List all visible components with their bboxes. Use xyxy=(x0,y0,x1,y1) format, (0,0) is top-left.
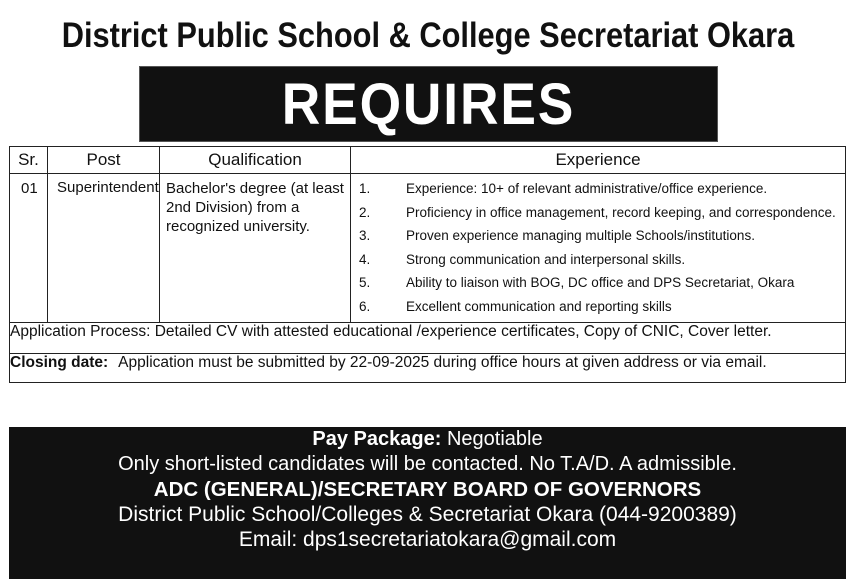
list-item xyxy=(351,248,841,272)
column-header-experience: Experience xyxy=(351,147,846,174)
vacancy-table xyxy=(9,146,846,383)
list-item xyxy=(351,177,841,201)
list-item xyxy=(351,271,841,295)
column-header-post: Post xyxy=(48,147,160,174)
table-row xyxy=(10,174,846,323)
closing-date-text: Application must be submitted by 22-09-2025 during office hours at given address or via email. xyxy=(118,354,767,371)
list-item xyxy=(351,295,841,319)
closing-date-cell xyxy=(10,354,846,383)
list-item xyxy=(351,201,841,225)
column-header-sr: Sr. xyxy=(10,147,48,174)
requires-banner-text: REQUIRES xyxy=(281,72,576,137)
table-header-row xyxy=(10,147,846,174)
requires-banner xyxy=(139,66,718,142)
pay-package-value: Negotiable xyxy=(446,428,543,450)
list-item-number: 1. xyxy=(359,181,371,196)
shortlist-note: Only short-listed candidates will be contacted. No T.A/D. A admissible. xyxy=(118,453,737,475)
list-item-text: Proficiency in office management, record keeping, and correspondence. xyxy=(406,204,836,220)
list-item-number: 5. xyxy=(359,275,371,290)
list-item-number: 4. xyxy=(359,251,371,267)
list-item-text: Proven experience managing multiple Schools/institutions. xyxy=(406,228,755,243)
application-process-text: Application Process: Detailed CV with attested educational /experience certificates, Copy of CNIC, Cover letter. xyxy=(10,323,846,354)
authority-title: ADC (GENERAL)/SECRETARY BOARD OF GOVERNORS xyxy=(153,478,702,501)
pay-package-label: Pay Package: xyxy=(312,428,442,450)
cell-sr: 01 xyxy=(10,174,48,323)
page-title: District Public School & College Secretariat Okara xyxy=(61,16,795,55)
column-header-qualification: Qualification xyxy=(160,147,351,174)
list-item-number: 3. xyxy=(359,228,371,243)
cell-experience xyxy=(351,174,846,323)
list-item-number: 6. xyxy=(359,298,371,314)
pay-package xyxy=(9,427,846,452)
address-line: District Public School/Colleges & Secretariat Okara (044-9200389) xyxy=(118,503,737,526)
experience-list xyxy=(351,177,841,318)
cell-qualification: Bachelor's degree (at least 2nd Division) from a recognized university. xyxy=(160,174,351,323)
list-item xyxy=(351,224,841,248)
list-item-text: Ability to liaison with BOG, DC office and DPS Secretariat, Okara xyxy=(406,275,795,290)
list-item-text: Experience: 10+ of relevant administrative/office experience. xyxy=(406,181,768,196)
closing-date-label: Closing date: xyxy=(10,354,109,371)
application-process-row xyxy=(10,323,846,354)
list-item-text: Excellent communication and reporting skills xyxy=(406,298,672,314)
email-line: Email: dps1secretariatokara@gmail.com xyxy=(238,528,617,551)
cell-post: Superintendent xyxy=(48,174,160,323)
contact-footer xyxy=(9,427,846,579)
list-item-text: Strong communication and interpersonal skills. xyxy=(406,251,686,267)
list-item-number: 2. xyxy=(359,204,371,220)
closing-date-row xyxy=(10,354,846,383)
